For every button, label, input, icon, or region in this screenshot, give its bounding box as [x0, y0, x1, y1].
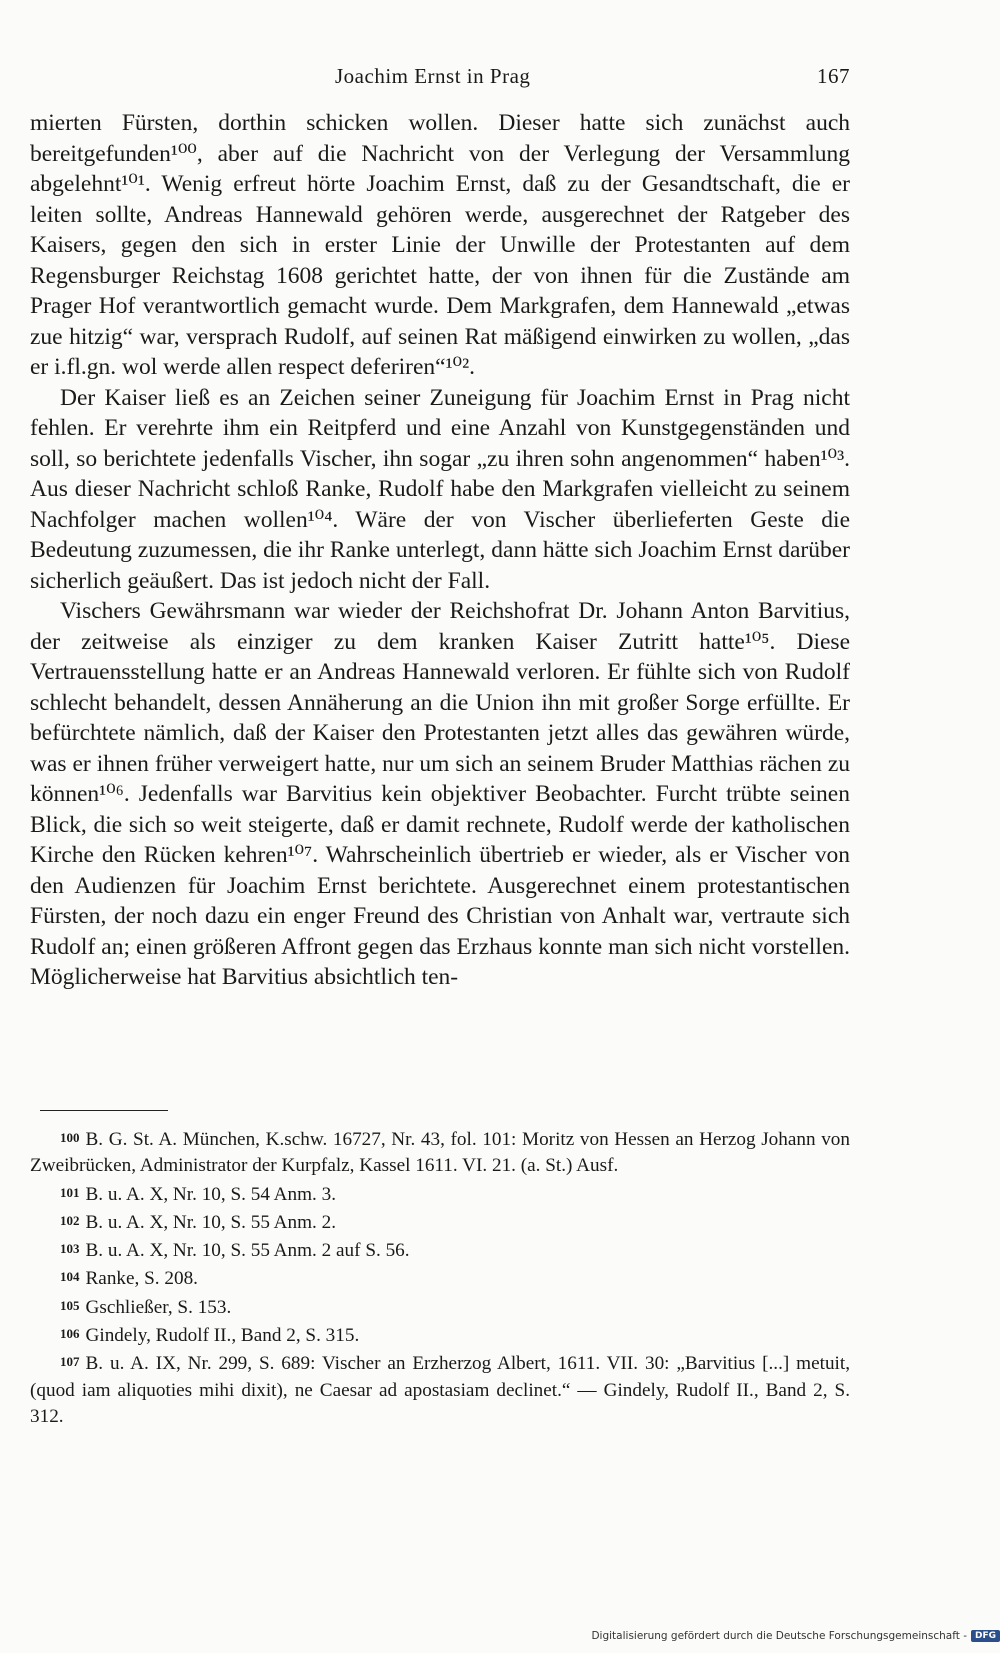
footnote: [30, 1264, 850, 1292]
footnote-number: 106: [60, 1326, 80, 1342]
body-text: [30, 108, 850, 993]
footnote: [30, 1293, 850, 1321]
footnote-number: 103: [60, 1241, 80, 1257]
paragraph: Der Kaiser ließ es an Zeichen seiner Zuneigung für Joachim Ernst in Prag nicht fehlen. Er verehrte ihm ein Reitpferd und eine Anzahl von Kunstgegenständen und soll, so berichtete jedenfalls Vischer, ihn sogar „zu ihren sohn angenommen“ haben¹⁰³. Aus dieser Nachricht schloß Ranke, Rudolf habe den Markgrafen vielleicht zu seinem Nachfolger machen wollen¹⁰⁴. Wäre der von Vischer überlieferten Geste die Bedeutung zuzumessen, die ihr Ranke unterlegt, dann hätte sich Joachim Ernst darüber sicherlich geäußert. Das ist jedoch nicht der Fall.: [30, 384, 850, 594]
footnote: [30, 1236, 850, 1264]
paragraph: Vischers Gewährsmann war wieder der Reichshofrat Dr. Johann Anton Barvitius, der zeitweise als einziger zu dem kranken Kaiser Zutritt hatte¹⁰⁵. Diese Vertrauensstellung hatte er an Andreas Hannewald verloren. Er fühlte sich von Rudolf schlecht behandelt, dessen Annäherung an die Union ihn mit großer Sorge erfüllte. Er befürchtete nämlich, daß der Kaiser den Protestanten jetzt alles das gewähren würde, was er ihnen früher verweigert hatte, nur um sich an seinem Bruder Matthias rächen zu können¹⁰⁶. Jedenfalls war Barvitius kein objektiver Beobachter. Furcht trübte seinen Blick, die sich so weit steigerte, daß er damit rechnete, Rudolf werde der katholischen Kirche den Rücken kehren¹⁰⁷. Wahrscheinlich übertrieb er wieder, als er Vischer von den Audienzen für Joachim Ernst berichtete. Ausgerechnet einem protestantischen Fürsten, der noch dazu ein enger Freund des Christian von Anhalt war, vertraute sich Rudolf an; einen größeren Affront gegen das Erzhaus konnte man sich nicht vorstellen. Möglicherweise hat Barvitius absichtlich ten-: [30, 598, 850, 990]
footnote-text: Gindely, Rudolf II., Band 2, S. 315.: [85, 1325, 360, 1347]
footnote-number: 104: [60, 1269, 80, 1285]
page-number: 167: [817, 64, 850, 88]
footnote-number: 105: [60, 1297, 80, 1313]
footnote-number: 100: [60, 1130, 80, 1145]
footnote-text: B. u. A. X, Nr. 10, S. 55 Anm. 2.: [85, 1211, 337, 1233]
footer-text: Digitalisierung gefördert durch die Deutsche Forschungsgemeinschaft -: [591, 1630, 967, 1642]
dfg-logo[interactable]: DFG: [971, 1630, 1000, 1642]
footnote: [30, 1349, 850, 1430]
footnote: [30, 1125, 850, 1180]
digitization-footer: [591, 1629, 1000, 1643]
footnote-number: 107: [60, 1354, 80, 1370]
footnote-text: Ranke, S. 208.: [85, 1268, 198, 1290]
footnote: [30, 1321, 850, 1349]
footnote-number: 101: [60, 1184, 80, 1200]
running-head: [30, 64, 850, 94]
footnote-text: B. G. St. A. München, K.schw. 16727, Nr. 43, fol. 101: Moritz von Hessen an Herzog Johann von Zweibrücken, Administrator der Kurpfalz, Kassel 1611. VI. 21. (a. St.) Ausf.: [30, 1129, 850, 1177]
footnote: [30, 1180, 850, 1208]
footnotes: [30, 1125, 850, 1430]
footnote-number: 102: [60, 1212, 80, 1228]
footnote-text: B. u. A. X, Nr. 10, S. 55 Anm. 2 auf S. 56.: [85, 1240, 410, 1262]
footnote-text: B. u. A. X, Nr. 10, S. 54 Anm. 3.: [85, 1183, 337, 1205]
running-head-title: Joachim Ernst in Prag: [335, 64, 531, 88]
footnote-text: B. u. A. IX, Nr. 299, S. 689: Vischer an Erzherzog Albert, 1611. VII. 30: „Barvitius [...] metuit, (quod iam aliquoties mihi dixit), ne Caesar ad apostasiam declinet.“ — Gindely, Rudolf II., Band 2, S. 312.: [30, 1353, 850, 1427]
footnote-text: Gschließer, S. 153.: [85, 1296, 232, 1318]
footnote: [30, 1208, 850, 1236]
paragraph: mierten Fürsten, dorthin schicken wollen. Dieser hatte sich zunächst auch bereitgefunden¹⁰⁰, aber auf die Nachricht von der Verlegung der Versammlung abgelehnt¹⁰¹. Wenig erfreut hörte Joachim Ernst, daß zu der Gesandtschaft, die er leiten sollte, Andreas Hannewald gehören werde, ausgerechnet der Ratgeber des Kaisers, gegen den sich in erster Linie der Unwille der Protestanten auf dem Regensburger Reichstag 1608 gerichtet hatte, der von ihnen für die Zustände am Prager Hof verantwortlich gemacht wurde. Dem Markgrafen, dem Hannewald „etwas zue hitzig“ war, versprach Rudolf, auf seinen Rat mäßigend einwirken zu wollen, „das er i.fl.gn. wol werde allen respect deferiren“¹⁰².: [30, 110, 850, 380]
footnote-separator: [40, 1110, 168, 1111]
